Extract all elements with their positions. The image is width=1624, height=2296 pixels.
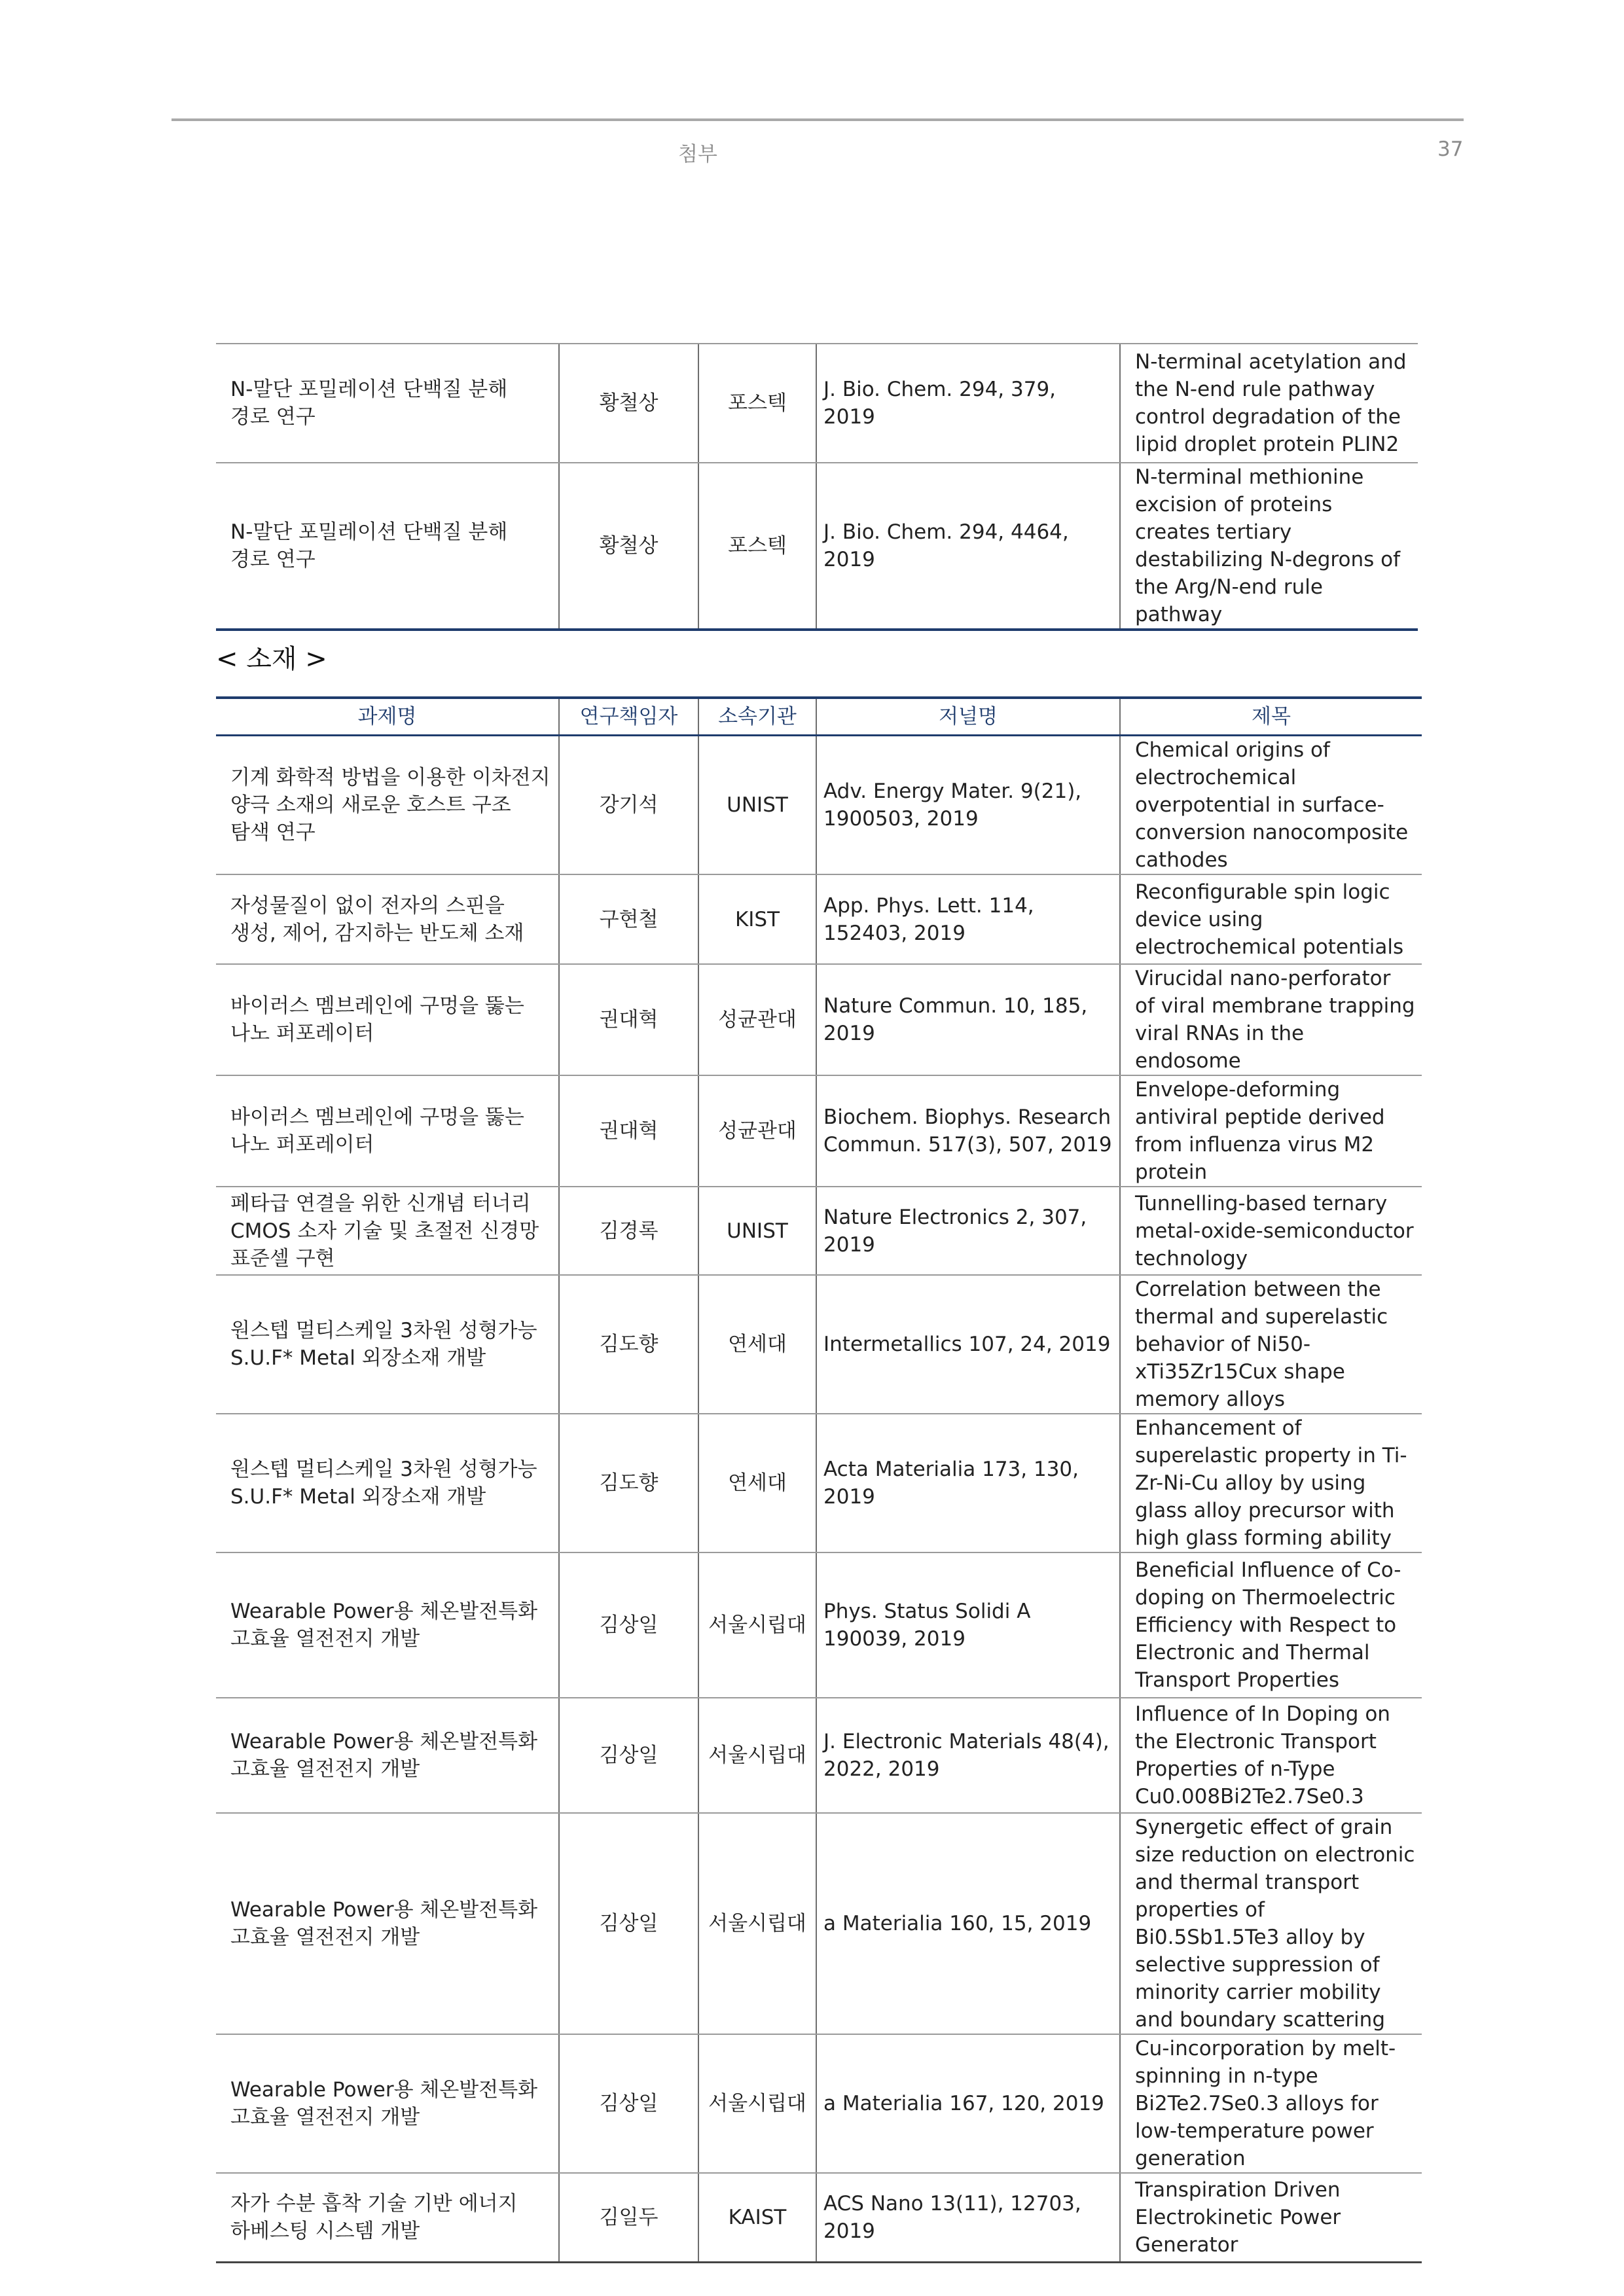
project-cell: 원스텝 멀티스케일 3차원 성형가능 S.U.F* Metal 외장소재 개발 (216, 1414, 559, 1552)
project-cell: Wearable Power용 체온발전특화 고효율 열전전지 개발 (216, 2034, 559, 2173)
project-cell: 원스텝 멀티스케일 3차원 성형가능 S.U.F* Metal 외장소재 개발 (216, 1275, 559, 1414)
institution-cell: 서울시립대 (698, 1813, 816, 2034)
table-row (216, 1187, 1422, 1275)
researcher-cell: 김상일 (559, 1813, 698, 2034)
table-row (216, 344, 1418, 463)
journal-cell: Biochem. Biophys. Research Commun. 517(3), 507, 2019 (816, 1075, 1120, 1187)
project-cell: N-말단 포밀레이션 단백질 분해 경로 연구 (230, 520, 508, 571)
section-title: < 소재 > (216, 644, 327, 674)
researcher-cell: 구현철 (559, 874, 698, 964)
project-cell: 자가 수분 흡착 기술 기반 에너지 하베스팅 시스템 개발 (216, 2173, 559, 2262)
institution-cell: UNIST (698, 736, 816, 875)
header-rule (171, 118, 1464, 121)
table-row (216, 1552, 1422, 1698)
header-institution: 소속기관 (698, 698, 816, 736)
paper-title-cell: Cu-incorporation by melt-spinning in n-type Bi2Te2.7Se0.3 alloys for low-temperature power generation (1120, 2034, 1422, 2173)
institution-cell: 서울시립대 (698, 1552, 816, 1698)
table-row (216, 1813, 1422, 2034)
project-cell: Wearable Power용 체온발전특화 고효율 열전전지 개발 (216, 1698, 559, 1813)
paper-title-cell: N-terminal acetylation and the N-end rule pathway control degradation of the lipid droplet protein PLIN2 (1120, 344, 1418, 463)
institution-cell: 서울시립대 (698, 1698, 816, 1813)
institution-cell: 포스텍 (698, 463, 816, 630)
table-row (216, 1075, 1422, 1187)
paper-title-cell: Virucidal nano-perforator of viral membrane trapping viral RNAs in the endosome (1120, 964, 1422, 1075)
journal-cell: Intermetallics 107, 24, 2019 (816, 1275, 1120, 1414)
paper-title-cell: Chemical origins of electrochemical overpotential in surface-conversion nanocomposite cathodes (1120, 736, 1422, 875)
table-row (216, 736, 1422, 875)
header-project: 과제명 (216, 698, 559, 736)
researcher-cell: 김상일 (559, 2034, 698, 2173)
journal-cell: ACS Nano 13(11), 12703, 2019 (816, 2173, 1120, 2262)
institution-cell: KIST (698, 874, 816, 964)
institution-cell: 연세대 (698, 1414, 816, 1552)
project-cell: Wearable Power용 체온발전특화 고효율 열전전지 개발 (216, 1813, 559, 2034)
researcher-cell: 김경록 (559, 1187, 698, 1275)
researcher-cell: 김상일 (559, 1698, 698, 1813)
paper-title-cell: Beneficial Influence of Co-doping on Thermoelectric Efficiency with Respect to Electronic and Thermal Transport Properties (1120, 1552, 1422, 1698)
table-row (216, 964, 1422, 1075)
journal-cell: Acta Materialia 173, 130, 2019 (816, 1414, 1120, 1552)
table-row (216, 2034, 1422, 2173)
project-cell: 자성물질이 없이 전자의 스핀을 생성, 제어, 감지하는 반도체 소재 (216, 874, 559, 964)
journal-cell: a Materialia 160, 15, 2019 (816, 1813, 1120, 2034)
researcher-cell: 황철상 (559, 344, 698, 463)
header-title: 제목 (1120, 698, 1422, 736)
researcher-cell: 황철상 (559, 463, 698, 630)
journal-cell: a Materialia 167, 120, 2019 (816, 2034, 1120, 2173)
researcher-cell: 김일두 (559, 2173, 698, 2262)
journal-cell: J. Bio. Chem. 294, 379, 2019 (816, 344, 1120, 463)
project-cell: N-말단 포밀레이션 단백질 분해 경로 연구 (216, 344, 559, 463)
paper-title-cell: N-terminal methionine excision of proteins creates tertiary destabilizing N-degrons of the Arg/N-end rule pathway (1120, 463, 1418, 630)
project-cell: Wearable Power용 체온발전특화 고효율 열전전지 개발 (216, 1552, 559, 1698)
paper-title-cell: Synergetic effect of grain size reduction on electronic and thermal transport properties of Bi0.5Sb1.5Te3 alloy by selective suppression of minority carrier mobility and boundary scattering (1120, 1813, 1422, 2034)
journal-cell: Phys. Status Solidi A 190039, 2019 (816, 1552, 1120, 1698)
header-section-label: 첨부 (678, 143, 717, 166)
paper-title-cell: Transpiration Driven Electrokinetic Power Generator (1120, 2173, 1422, 2262)
researcher-cell: 강기석 (559, 736, 698, 875)
materials-table-body (216, 736, 1422, 2263)
paper-title-cell: Tunnelling-based ternary metal-oxide-semiconductor technology (1120, 1187, 1422, 1275)
journal-cell: App. Phys. Lett. 114, 152403, 2019 (816, 874, 1120, 964)
table-row (216, 463, 1418, 630)
table-row (216, 874, 1422, 964)
institution-cell: 성균관대 (698, 1075, 816, 1187)
header-researcher: 연구책임자 (559, 698, 698, 736)
header-journal: 저널명 (816, 698, 1120, 736)
institution-cell: 성균관대 (698, 964, 816, 1075)
table-row (216, 2173, 1422, 2262)
table-row (216, 1414, 1422, 1552)
paper-title-cell: Influence of In Doping on the Electronic Transport Properties of n-Type Cu0.008Bi2Te2.7Se0.3 (1120, 1698, 1422, 1813)
researcher-cell: 김도향 (559, 1275, 698, 1414)
materials-table (216, 696, 1422, 2263)
institution-cell: UNIST (698, 1187, 816, 1275)
project-cell: 기계 화학적 방법을 이용한 이차전지 양극 소재의 새로운 호스트 구조 탐색 연구 (216, 736, 559, 875)
researcher-cell: 권대혁 (559, 1075, 698, 1187)
paper-title-cell: Reconfigurable spin logic device using electrochemical potentials (1120, 874, 1422, 964)
table-row (216, 1698, 1422, 1813)
paper-title-cell: Envelope-deforming antiviral peptide derived from influenza virus M2 protein (1120, 1075, 1422, 1187)
institution-cell: KAIST (698, 2173, 816, 2262)
paper-title-cell: Correlation between the thermal and superelastic behavior of Ni50-xTi35Zr15Cux shape memory alloys (1120, 1275, 1422, 1414)
project-cell: 바이러스 멤브레인에 구멍을 뚫는 나노 퍼포레이터 (216, 1075, 559, 1187)
journal-cell: Nature Electronics 2, 307, 2019 (816, 1187, 1120, 1275)
paper-title-cell: Enhancement of superelastic property in Ti-Zr-Ni-Cu alloy by using glass alloy precursor with high glass forming ability (1120, 1414, 1422, 1552)
continued-table-body (216, 344, 1418, 630)
page-number: 37 (1437, 137, 1464, 161)
project-cell: 페타급 연결을 위한 신개념 터너리 CMOS 소자 기술 및 초절전 신경망 표준셀 구현 (216, 1187, 559, 1275)
table-header-row (216, 698, 1422, 736)
project-cell: 바이러스 멤브레인에 구멍을 뚫는 나노 퍼포레이터 (216, 964, 559, 1075)
continued-table (216, 343, 1418, 631)
institution-cell: 서울시립대 (698, 2034, 816, 2173)
researcher-cell: 김도향 (559, 1414, 698, 1552)
journal-cell: J. Bio. Chem. 294, 4464, 2019 (816, 463, 1120, 630)
institution-cell: 연세대 (698, 1275, 816, 1414)
institution-cell: 포스텍 (698, 344, 816, 463)
journal-cell: J. Electronic Materials 48(4), 2022, 2019 (816, 1698, 1120, 1813)
researcher-cell: 권대혁 (559, 964, 698, 1075)
journal-cell: Nature Commun. 10, 185, 2019 (816, 964, 1120, 1075)
researcher-cell: 김상일 (559, 1552, 698, 1698)
table-row (216, 1275, 1422, 1414)
journal-cell: Adv. Energy Mater. 9(21), 1900503, 2019 (816, 736, 1120, 875)
